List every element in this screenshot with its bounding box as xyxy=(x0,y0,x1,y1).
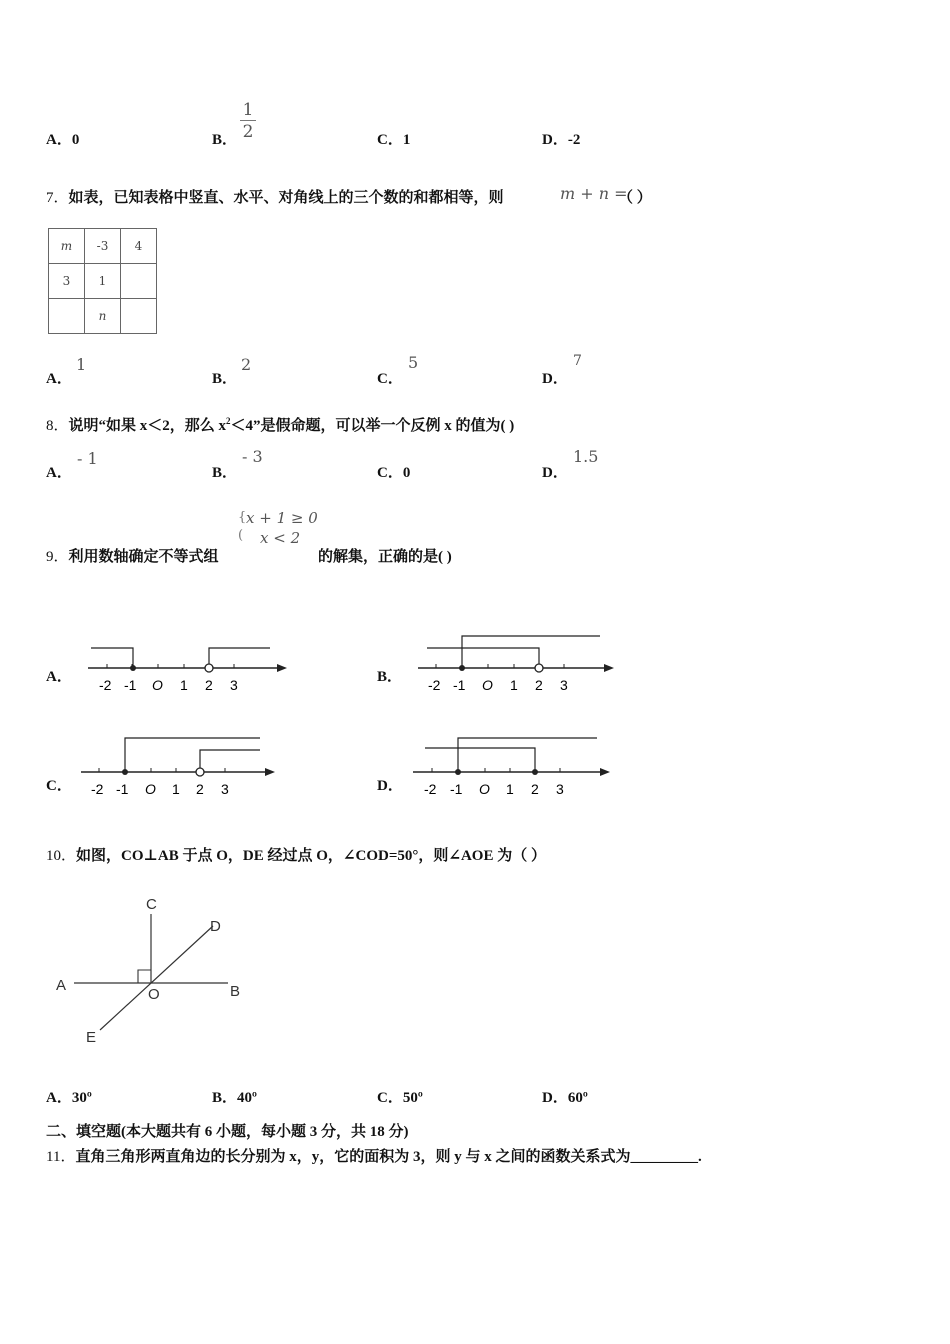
axis-arrow xyxy=(265,768,275,776)
q7-option-d-label: D． xyxy=(542,371,568,387)
question-text: 如表，已知表格中竖直、水平、对角线上的三个数的和都相等，则 xyxy=(68,190,504,206)
tick-label: O xyxy=(479,781,490,797)
q10-figure xyxy=(48,890,248,1050)
fraction-denominator: 2 xyxy=(242,122,254,142)
point-label-b: B xyxy=(230,983,241,1000)
q9-option-b-label: B． xyxy=(377,669,403,685)
table-cell: 1 xyxy=(85,264,121,299)
tick-label: 1 xyxy=(506,781,514,797)
q9-number-line-a xyxy=(85,640,295,696)
inequality-line: x < 2 xyxy=(260,529,301,547)
question-number: 8． xyxy=(46,418,69,434)
q8-option-d-label: D． xyxy=(542,465,568,481)
q8-option-c xyxy=(377,461,410,482)
question-number: 7． xyxy=(46,190,69,206)
closed-dot xyxy=(459,665,465,671)
q7-option-b-label: B． xyxy=(212,371,238,387)
q7-option-a-label: A． xyxy=(46,371,72,387)
open-dot xyxy=(535,664,543,672)
table-cell: 3 xyxy=(49,264,85,299)
option-label: C． xyxy=(377,1090,403,1106)
option-label: C． xyxy=(377,132,403,148)
solution-ray-right xyxy=(462,636,600,668)
tick-label: 1 xyxy=(180,677,188,693)
solution-ray-left xyxy=(91,648,133,668)
axis-arrow xyxy=(600,768,610,776)
q7-option-c-label: C． xyxy=(377,371,403,387)
option-label: B． xyxy=(212,132,238,148)
tick-label: -1 xyxy=(116,781,129,797)
closed-dot xyxy=(122,769,128,775)
closed-dot xyxy=(130,665,136,671)
q7-number-table xyxy=(48,228,157,334)
option-value: 60º xyxy=(567,1090,588,1106)
option-value: 50º xyxy=(402,1090,423,1106)
solution-ray-right xyxy=(125,738,260,772)
q7-option-c-value: 5 xyxy=(408,353,419,372)
table-cell xyxy=(49,299,85,334)
q8-option-b-value: - 3 xyxy=(242,447,263,466)
tick-label: -1 xyxy=(450,781,463,797)
point-label-o: O xyxy=(148,986,160,1003)
q9-stem xyxy=(46,545,219,566)
tick-label: 1 xyxy=(172,781,180,797)
open-dot xyxy=(205,664,213,672)
tick-label: O xyxy=(145,781,156,797)
q10-option-c xyxy=(377,1086,423,1107)
q9-number-line-b xyxy=(415,630,620,696)
tick-label: 3 xyxy=(560,677,568,693)
q9-option-c-label: C． xyxy=(46,778,72,794)
q9-stem-tail: 的解集，正确的是( ) xyxy=(318,549,452,565)
option-value: 0 xyxy=(71,132,80,148)
q7-stem xyxy=(46,186,504,207)
q10-option-d xyxy=(542,1086,588,1107)
q10-option-b xyxy=(212,1086,257,1107)
q7-option-b-value: 2 xyxy=(241,355,252,374)
open-dot xyxy=(196,768,204,776)
question-number: 10． xyxy=(46,848,77,864)
q6-option-b xyxy=(212,128,237,149)
axis-arrow xyxy=(604,664,614,672)
option-label: C． xyxy=(377,465,403,481)
point-label-e: E xyxy=(86,1029,97,1046)
q9-number-line-d xyxy=(410,732,620,798)
section-heading: 二、填空题(本大题共有 6 小题，每小题 3 分，共 18 分) xyxy=(46,1124,409,1140)
q9-option-a-label: A． xyxy=(46,669,72,685)
option-value: 30º xyxy=(71,1090,92,1106)
table-cell: 4 xyxy=(121,229,157,264)
question-number: 11． xyxy=(46,1149,76,1165)
inequality-line: x + 1 ≥ 0 xyxy=(246,509,318,527)
tick-label: -2 xyxy=(91,781,104,797)
option-label: B． xyxy=(212,1090,238,1106)
answer-blank: _________. xyxy=(630,1149,702,1165)
option-value: 0 xyxy=(402,465,411,481)
option-label: D． xyxy=(542,1090,568,1106)
tick-label: 2 xyxy=(531,781,539,797)
solution-ray-right-2 xyxy=(200,750,260,772)
tick-label: 2 xyxy=(196,781,204,797)
table-cell xyxy=(121,264,157,299)
question-text: 如图，CO⊥AB 于点 O，DE 经过点 O，∠COD=50°，则∠AOE 为（ ） xyxy=(76,848,546,864)
tick-label: 3 xyxy=(230,677,238,693)
q9-option-d-label: D． xyxy=(377,778,403,794)
tick-label: -2 xyxy=(99,677,112,693)
closed-dot xyxy=(455,769,461,775)
q7-option-d-value: 7 xyxy=(573,353,582,369)
q10-stem xyxy=(46,844,546,865)
question-text: 直角三角形两直角边的长分别为 x，y，它的面积为 3，则 y 与 x 之间的函数关系式为 xyxy=(75,1149,631,1165)
brace: { xyxy=(238,510,247,525)
solution-ray-right xyxy=(458,738,597,772)
q9-number-line-c xyxy=(78,732,283,798)
q6-option-d xyxy=(542,128,580,149)
line-de xyxy=(100,926,213,1030)
tick-label: -1 xyxy=(453,677,466,693)
solution-ray-left xyxy=(425,748,535,772)
tick-label: 2 xyxy=(535,677,543,693)
option-value: 40º xyxy=(237,1090,257,1106)
point-label-a: A xyxy=(56,977,67,994)
question-number: 9． xyxy=(46,549,69,565)
tick-label: 3 xyxy=(556,781,564,797)
tick-label: 2 xyxy=(205,677,213,693)
axis-arrow xyxy=(277,664,287,672)
tick-label: -1 xyxy=(124,677,137,693)
tick-label: O xyxy=(152,677,163,693)
solution-ray-right xyxy=(209,648,270,668)
q8-option-a-value: - 1 xyxy=(77,449,98,468)
tick-label: -2 xyxy=(424,781,437,797)
superscript: 2 xyxy=(226,416,231,426)
fraction-numerator: 1 xyxy=(242,100,254,120)
option-label: A． xyxy=(46,132,72,148)
table-cell: n xyxy=(85,299,121,334)
point-label-d: D xyxy=(210,918,221,935)
tick-label: -2 xyxy=(428,677,441,693)
q6-option-b-fraction xyxy=(240,100,256,143)
tick-label: 1 xyxy=(510,677,518,693)
table-cell xyxy=(121,299,157,334)
q7-answer-paren: （ ） xyxy=(618,190,652,206)
q6-option-a xyxy=(46,128,79,149)
option-label: A． xyxy=(46,1090,72,1106)
option-value: -2 xyxy=(567,132,581,148)
option-label: D． xyxy=(542,132,568,148)
question-text: 说明“如果 x＜2，那么 x xyxy=(68,418,227,434)
q10-option-a xyxy=(46,1086,92,1107)
q8-option-d-value: 1.5 xyxy=(573,447,599,466)
tick-label: O xyxy=(482,677,493,693)
q8-option-a-label: A． xyxy=(46,465,72,481)
closed-dot xyxy=(532,769,538,775)
q8-option-b-label: B． xyxy=(212,465,238,481)
question-text: 利用数轴确定不等式组 xyxy=(68,549,219,565)
tick-label: 3 xyxy=(221,781,229,797)
table-cell: m xyxy=(49,229,85,264)
option-value: 1 xyxy=(402,132,411,148)
q7-option-a-value: 1 xyxy=(76,355,87,374)
solution-ray-left xyxy=(427,648,539,668)
point-label-c: C xyxy=(146,896,157,913)
table-cell: -3 xyxy=(85,229,121,264)
brace: ( xyxy=(238,528,244,543)
q6-option-c xyxy=(377,128,410,149)
q9-inequality-system xyxy=(238,508,318,548)
question-text: ＜4”是假命题，可以举一个反例 x 的值为( ) xyxy=(230,418,515,434)
right-angle-mark xyxy=(138,970,151,983)
q8-stem xyxy=(46,414,514,435)
q11-stem xyxy=(46,1145,702,1166)
q7-expression: m + n = xyxy=(560,184,628,203)
